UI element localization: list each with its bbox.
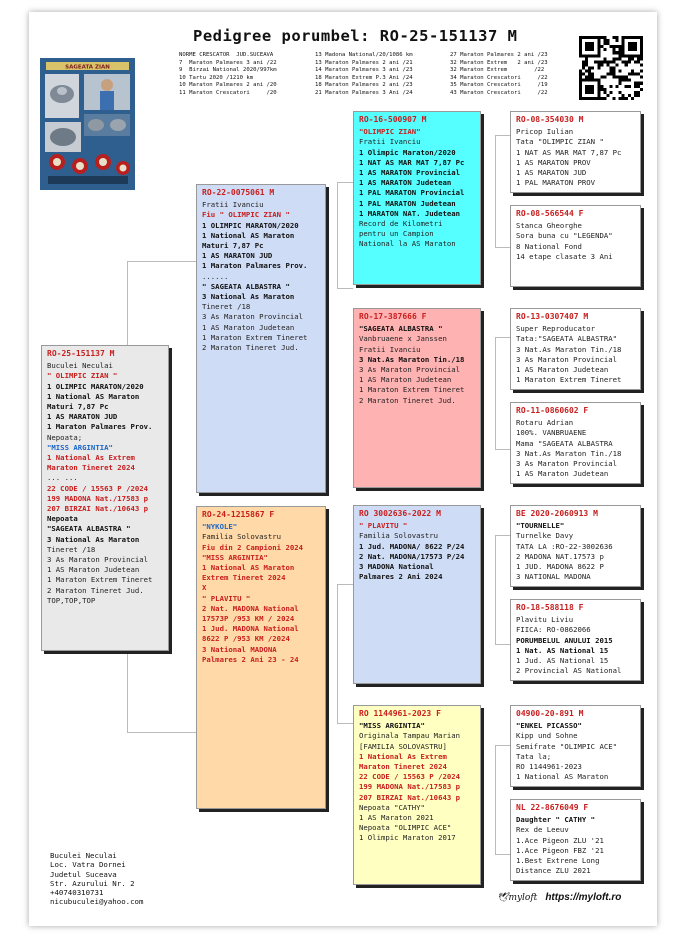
pedigree-line: 2 Nat. MADONA National: [202, 603, 299, 613]
pedigree-line: 1 Maraton Extrem Tineret: [202, 332, 308, 342]
text-line: Judetul Suceava: [50, 869, 117, 879]
text-line: NORME CRESCATOR JUD.SUCEAVA: [179, 52, 274, 58]
pedigree-line: TOP,TOP,TOP: [47, 595, 96, 605]
pedigree-line: 3 As Maraton Provincial: [516, 459, 618, 469]
pedigree-line: 1 OLIMPIC MARATON/2020: [202, 220, 299, 230]
pedigree-line: 1 Jud. MADONA/ 8622 P/24: [359, 541, 465, 551]
ring-number: BE 2020-2060913 M: [516, 509, 598, 518]
pedigree-line: 1 OLIMPIC MARATON/2020: [47, 381, 144, 391]
qr-code: [579, 36, 643, 100]
pedigree-line: Mama "SAGEATA ALBASTRA: [516, 438, 613, 448]
pedigree-line: 3 National As Maraton: [47, 534, 140, 544]
connector: [127, 261, 196, 262]
pedigree-line: 1 AS Maraton Judetean: [516, 469, 609, 479]
pedigree-card-dam-dam[interactable]: [353, 705, 481, 885]
pedigree-line: 2 Nat. MADONA/17573 P/24: [359, 551, 465, 561]
pedigree-line: Nepoata;: [47, 432, 83, 442]
ring-number: RO-24-1215867 F: [202, 510, 275, 519]
pedigree-line: 1 AS Maraton Judetean: [359, 375, 452, 385]
pedigree-card-dam-sire-dam[interactable]: [510, 599, 641, 681]
text-line: 10 Tartu 2020 /1210 km: [179, 74, 254, 81]
pedigree-line: 1 Olimpic Maraton/2020: [359, 147, 456, 157]
pedigree-line: Fratii Ivanciu: [202, 200, 264, 210]
connector: [495, 745, 510, 746]
text-line: Buculei Neculai: [50, 851, 117, 860]
connector: [495, 745, 496, 855]
pedigree-line: Maraton Tineret 2024: [47, 463, 135, 473]
pedigree-line: 22 CODE / 15563 P /2024: [359, 772, 461, 782]
page-title: Pedigree porumbel: RO-25-151137 M: [193, 27, 518, 45]
pedigree-line: 3 MADONA National: [359, 562, 434, 572]
pedigree-line: 8622 P /953 KM /2024: [202, 634, 290, 644]
pedigree-line: " OLIMPIC ZIAN ": [47, 371, 118, 381]
pedigree-line: 3 National MADONA: [202, 644, 277, 654]
pedigree-card-dam-dam-dam[interactable]: [510, 799, 641, 881]
website-link[interactable]: https://myloft.ro: [545, 892, 622, 903]
pedigree-line: 1.Best Extrene Long: [516, 856, 600, 866]
pedigree-line: ... ...: [47, 473, 78, 483]
text-line: 9 Birzai National 2020/997km: [179, 67, 277, 74]
text-line: 13 Madona National/20/1086 km: [315, 52, 413, 58]
text-line: nicubuculei@yahoo.com: [50, 897, 144, 907]
pedigree-line: ......: [202, 271, 229, 281]
pedigree-line: 207 BIRZAI Nat./10643 p: [359, 792, 461, 802]
ring-number: RO-17-387666 F: [359, 312, 427, 321]
ring-number: RO 1144961-2023 F: [359, 709, 441, 718]
pedigree-line: 1 AS Maraton 2021: [359, 813, 434, 823]
breeder-contact: [50, 851, 143, 907]
connector: [337, 182, 338, 289]
pedigree-line: Buculei Neculai: [47, 361, 113, 371]
pedigree-line: Rotaru Adrian: [516, 418, 574, 428]
pedigree-card-sire[interactable]: [196, 184, 326, 493]
text-line: 27 Maraton Palmares 2 ani /23: [450, 52, 548, 58]
pedigree-line: 1 AS MARATON JUD: [516, 168, 587, 178]
pedigree-line: "MISS ARGINTIA": [202, 552, 268, 562]
pedigree-line: 1 PAL MARATON PROV: [516, 178, 596, 188]
pedigree-line: 2 Provincial AS National: [516, 666, 622, 676]
pedigree-line: Semifrate "OLIMPIC ACE": [516, 741, 618, 751]
pedigree-line: 1 Olimpic Maraton 2017: [359, 833, 456, 843]
pedigree-line: pentru un Campion: [359, 229, 434, 239]
pedigree-line: 1 AS MARATON JUD: [47, 412, 118, 422]
pedigree-line: 1.Ace Pigeon ZLU '21: [516, 835, 604, 845]
pedigree-card-subject[interactable]: [41, 345, 169, 651]
pedigree-line: Tata "OLIMPIC ZIAN ": [516, 137, 604, 147]
pedigree-line: 100%. VANBRUAENE: [516, 428, 587, 438]
ring-number: RO-25-151137 M: [47, 349, 115, 358]
pedigree-line: 1 AS Maraton Judetean: [516, 365, 609, 375]
pedigree-line: Vanbruaene x Janssen: [359, 334, 447, 344]
pedigree-line: 1 National AS Maraton: [202, 563, 295, 573]
pedigree-line: "MISS ARGINTIA": [47, 442, 113, 452]
pedigree-line: 2 Maraton Tineret Jud.: [47, 585, 144, 595]
text-line: 34 Maraton Crescatori /22: [450, 74, 548, 81]
pedigree-line: RO 1144961-2023: [516, 762, 582, 772]
pedigree-line: 1 Nat. AS National 15: [516, 645, 609, 655]
connector: [495, 337, 510, 338]
pedigree-line: 22 CODE / 15563 P /2024: [47, 483, 149, 493]
text-line: 43 Maraton Crescatori /22: [450, 89, 548, 96]
connector: [495, 535, 510, 536]
ring-number: RO-18-588118 F: [516, 603, 584, 612]
pedigree-line: 1 AS MARATON JUD: [202, 251, 273, 261]
pedigree-line: Tata la;: [516, 751, 552, 761]
pedigree-line: 207 BIRZAI Nat./10643 p: [47, 504, 149, 514]
pedigree-line: 1 AS MARATON Judetean: [359, 178, 452, 188]
pedigree-line: "SAGEATA ALBASTRA ": [47, 524, 131, 534]
ring-number: RO-22-0075061 M: [202, 188, 275, 197]
myloft-logo: 🕊myloft: [497, 892, 538, 903]
pedigree-line: 1 National AS Maraton: [516, 772, 609, 782]
pedigree-line: Super Reproducator: [516, 324, 596, 334]
pedigree-line: 1 NAT AS MAR MAT 7,87 Pc: [359, 157, 465, 167]
pedigree-card-dam-dam-sire[interactable]: [510, 705, 641, 787]
connector: [495, 135, 510, 136]
pedigree-line: Extrem Tineret 2024: [202, 573, 286, 583]
pedigree-line: 1 NAT AS MAR MAT 7,87 Pc: [516, 147, 622, 157]
pedigree-line: "NYKOLE": [202, 522, 238, 532]
pedigree-card-dam-sire[interactable]: [353, 505, 481, 684]
pedigree-line: 1 JUD. MADONA 8622 P: [516, 562, 604, 572]
pedigree-line: Maraton Tineret 2024: [359, 762, 447, 772]
pedigree-line: Record de Kilometri: [359, 219, 443, 229]
pedigree-line: 1 Maraton Extrem Tineret: [47, 575, 153, 585]
pedigree-line: "OLIMPIC ZIAN": [359, 127, 421, 137]
text-line: 7 Maraton Palmares 3 ani /22: [179, 59, 277, 66]
pedigree-line: "TOURNELLE": [516, 521, 565, 531]
results-column-1: [179, 52, 277, 98]
pedigree-line: 1 AS MARATON Provincial: [359, 168, 461, 178]
pedigree-line: 3 Nat.As Maraton Tin./18: [516, 344, 622, 354]
pedigree-line: 1 Maraton Extrem Tineret: [516, 375, 622, 385]
pedigree-line: 199 MADONA Nat./17583 p: [359, 782, 461, 792]
pedigree-line: Fratii Ivanciu: [359, 344, 421, 354]
pedigree-line: 2 MADONA NAT.17573 p: [516, 551, 604, 561]
pedigree-line: 2 Maraton Tineret Jud.: [359, 395, 456, 405]
pedigree-line: 3 As Maraton Provincial: [516, 354, 618, 364]
pedigree-card-sire-sire-sire[interactable]: [510, 111, 641, 193]
pedigree-line: 17573P /953 KM / 2024: [202, 614, 295, 624]
connector: [337, 584, 338, 724]
pedigree-line: National la AS Maraton: [359, 239, 456, 249]
pedigree-line: Fiu " OLIMPIC ZIAN ": [202, 210, 290, 220]
connector: [495, 247, 510, 248]
pedigree-line: Daughter " CATHY ": [516, 815, 596, 825]
pedigree-line: 1 Maraton Extrem Tineret: [359, 385, 465, 395]
pedigree-line: Fratii Ivanciu: [359, 137, 421, 147]
pedigree-line: 1 MARATON NAT. Judetean: [359, 208, 461, 218]
pedigree-line: 199 MADONA Nat./17583 p: [47, 493, 149, 503]
pedigree-line: " PLAVITU ": [202, 593, 251, 603]
connector: [495, 135, 496, 248]
pedigree-line: Palmares 2 Ani 2024: [359, 572, 443, 582]
pedigree-line: FIICA: RO-0862066: [516, 625, 591, 635]
pedigree-line: 1 Jud. MADONA National: [202, 624, 299, 634]
pedigree-line: 1 Maraton Palmares Prov.: [202, 261, 308, 271]
pedigree-card-dam-sire-sire[interactable]: [510, 505, 641, 587]
pedigree-line: 1 National AS Maraton: [202, 230, 295, 240]
pedigree-line: Maturi 7,87 Pc: [47, 402, 109, 412]
text-line: 13 Maraton Palmares 2 ani /21: [315, 59, 413, 66]
pedigree-line: 1 National AS Maraton: [47, 391, 140, 401]
pedigree-line: Distance ZLU 2021: [516, 866, 591, 876]
ring-number: RO-13-0307407 M: [516, 312, 589, 321]
text-line: 32 Maraton Extrem 2 ani /23: [450, 59, 548, 66]
pedigree-line: 14 etape clasate 3 Ani: [516, 251, 613, 261]
connector: [127, 732, 196, 733]
pedigree-line: Nepoata "OLIMPIC ACE": [359, 823, 452, 833]
ring-number: 04900-20-891 M: [516, 709, 584, 718]
pedigree-line: Nepoata "CATHY": [359, 802, 425, 812]
connector: [495, 644, 510, 645]
connector: [337, 288, 353, 289]
text-line: 21 Maraton Palmares 3 Ani /24: [315, 89, 413, 96]
pedigree-card-sire-dam-dam[interactable]: [510, 402, 641, 484]
connector: [495, 854, 510, 855]
pedigree-line: Stanca Gheorghe: [516, 221, 582, 231]
pedigree-line: 1.Ace Pigeon FBZ '21: [516, 845, 604, 855]
pedigree-line: Turnelke Davy: [516, 531, 574, 541]
pedigree-line: 1 AS Maraton Judetean: [202, 322, 295, 332]
footer-brand: [497, 892, 621, 903]
ring-number: RO-11-0860602 F: [516, 406, 589, 415]
pedigree-line: 1 PAL MARATON Provincial: [359, 188, 465, 198]
text-line: 35 Maraton Crescatori /19: [450, 82, 548, 89]
ring-number: RO 3002636-2022 M: [359, 509, 441, 518]
text-line: 14 Maraton Palmares 3 ani /23: [315, 67, 413, 74]
pedigree-card-sire-dam-sire[interactable]: [510, 308, 641, 390]
pedigree-line: 3 As Maraton Provincial: [359, 365, 461, 375]
pedigree-line: 1 AS Maraton Judetean: [47, 565, 140, 575]
pedigree-line: Nepoata: [47, 514, 78, 524]
connector: [337, 584, 353, 585]
pedigree-line: 1 National As Extrem: [47, 453, 135, 463]
pedigree-line: 2 Maraton Tineret Jud.: [202, 343, 299, 353]
pedigree-line: 3 As Maraton Provincial: [202, 312, 304, 322]
pedigree-line: " PLAVITU ": [359, 521, 408, 531]
pedigree-line: 3 National As Maraton: [202, 292, 295, 302]
pedigree-line: " SAGEATA ALBASTRA ": [202, 281, 290, 291]
connector: [337, 182, 353, 183]
pedigree-line: Rex de Leeuv: [516, 825, 569, 835]
pedigree-line: 3 Nat.As Maraton Tin./18: [516, 448, 622, 458]
ring-number: RO-16-500907 M: [359, 115, 427, 124]
pedigree-line: Sora buna cu "LEGENDA": [516, 231, 613, 241]
pedigree-line: Plavitu Liviu: [516, 615, 574, 625]
pedigree-line: Palmares 2 Ani 23 - 24: [202, 654, 299, 664]
pedigree-line: "SAGEATA ALBASTRA ": [359, 324, 443, 334]
pedigree-line: Familia Solovastru: [202, 532, 282, 542]
pedigree-line: Tineret /18: [202, 302, 251, 312]
text-line: +40740310731: [50, 888, 104, 898]
pedigree-line: TATA LA :RO-22-3002636: [516, 541, 613, 551]
text-line: Loc. Vatra Dornei: [50, 860, 126, 870]
ring-number: RO-08-354030 M: [516, 115, 584, 124]
text-line: 18 Maraton Palmares 2 ani /23: [315, 82, 413, 89]
pedigree-card-sire-sire[interactable]: [353, 111, 481, 285]
pedigree-line: 1 National As Extrem: [359, 751, 447, 761]
text-line: 11 Maraton Crescatori /20: [179, 89, 277, 96]
pedigree-line: Tata:"SAGEATA ALBASTRA": [516, 334, 618, 344]
connector: [495, 337, 496, 450]
photo-caption: SAGEATA ZIAN: [65, 64, 110, 71]
pedigree-card-sire-dam[interactable]: [353, 308, 481, 488]
connector: [337, 723, 353, 724]
pedigree-line: PORUMBELUL ANULUI 2015: [516, 635, 613, 645]
pedigree-line: 8 National Fond: [516, 241, 582, 251]
pedigree-line: Kipp und Sohne: [516, 731, 578, 741]
ring-number: RO-08-566544 F: [516, 209, 584, 218]
text-line: 10 Maraton Palmares 2 ani /20: [179, 82, 277, 89]
pigeon-photo: [40, 58, 135, 190]
pedigree-line: 1 Jud. AS National 15: [516, 656, 609, 666]
pedigree-line: 3 As Maraton Provincial: [47, 555, 149, 565]
pedigree-line: [FAMILIA SOLOVASTRU]: [359, 741, 447, 751]
results-column-2: [315, 52, 413, 98]
pedigree-line: Originala Tampau Marian: [359, 731, 461, 741]
pedigree-line: Tineret /18: [47, 544, 96, 554]
pedigree-line: 1 Maraton Palmares Prov.: [47, 422, 153, 432]
ring-number: NL 22-8676049 F: [516, 803, 589, 812]
pedigree-line: Pricop Iulian: [516, 127, 574, 137]
pedigree-line: 3 NATIONAL MADONA: [516, 572, 591, 582]
pedigree-line: 3 Nat.As Maraton Tin./18: [359, 354, 465, 364]
pedigree-line: "MISS ARGINTIA": [359, 721, 425, 731]
text-line: 18 Maraton Extrem P.3 Ani /24: [315, 74, 413, 81]
pedigree-card-sire-sire-dam[interactable]: [510, 205, 641, 287]
pedigree-line: Familia Solovastru: [359, 531, 439, 541]
connector: [495, 449, 510, 450]
pedigree-line: 1 AS MARATON PROV: [516, 157, 591, 167]
pedigree-line: Maturi 7,87 Pc: [202, 241, 264, 251]
pedigree-line: 1 PAL MARATON Judetean: [359, 198, 456, 208]
pedigree-line: Fiu din 2 Campioni 2024: [202, 542, 304, 552]
results-column-3: [450, 52, 548, 98]
pedigree-card-dam[interactable]: [196, 506, 326, 809]
pedigree-line: X: [202, 583, 207, 593]
connector: [495, 535, 496, 645]
text-line: Str. Azurului Nr. 2: [50, 878, 135, 888]
pedigree-line: "ENKEL PICASSO": [516, 721, 582, 731]
text-line: 32 Maraton Extrem /22: [450, 67, 545, 74]
